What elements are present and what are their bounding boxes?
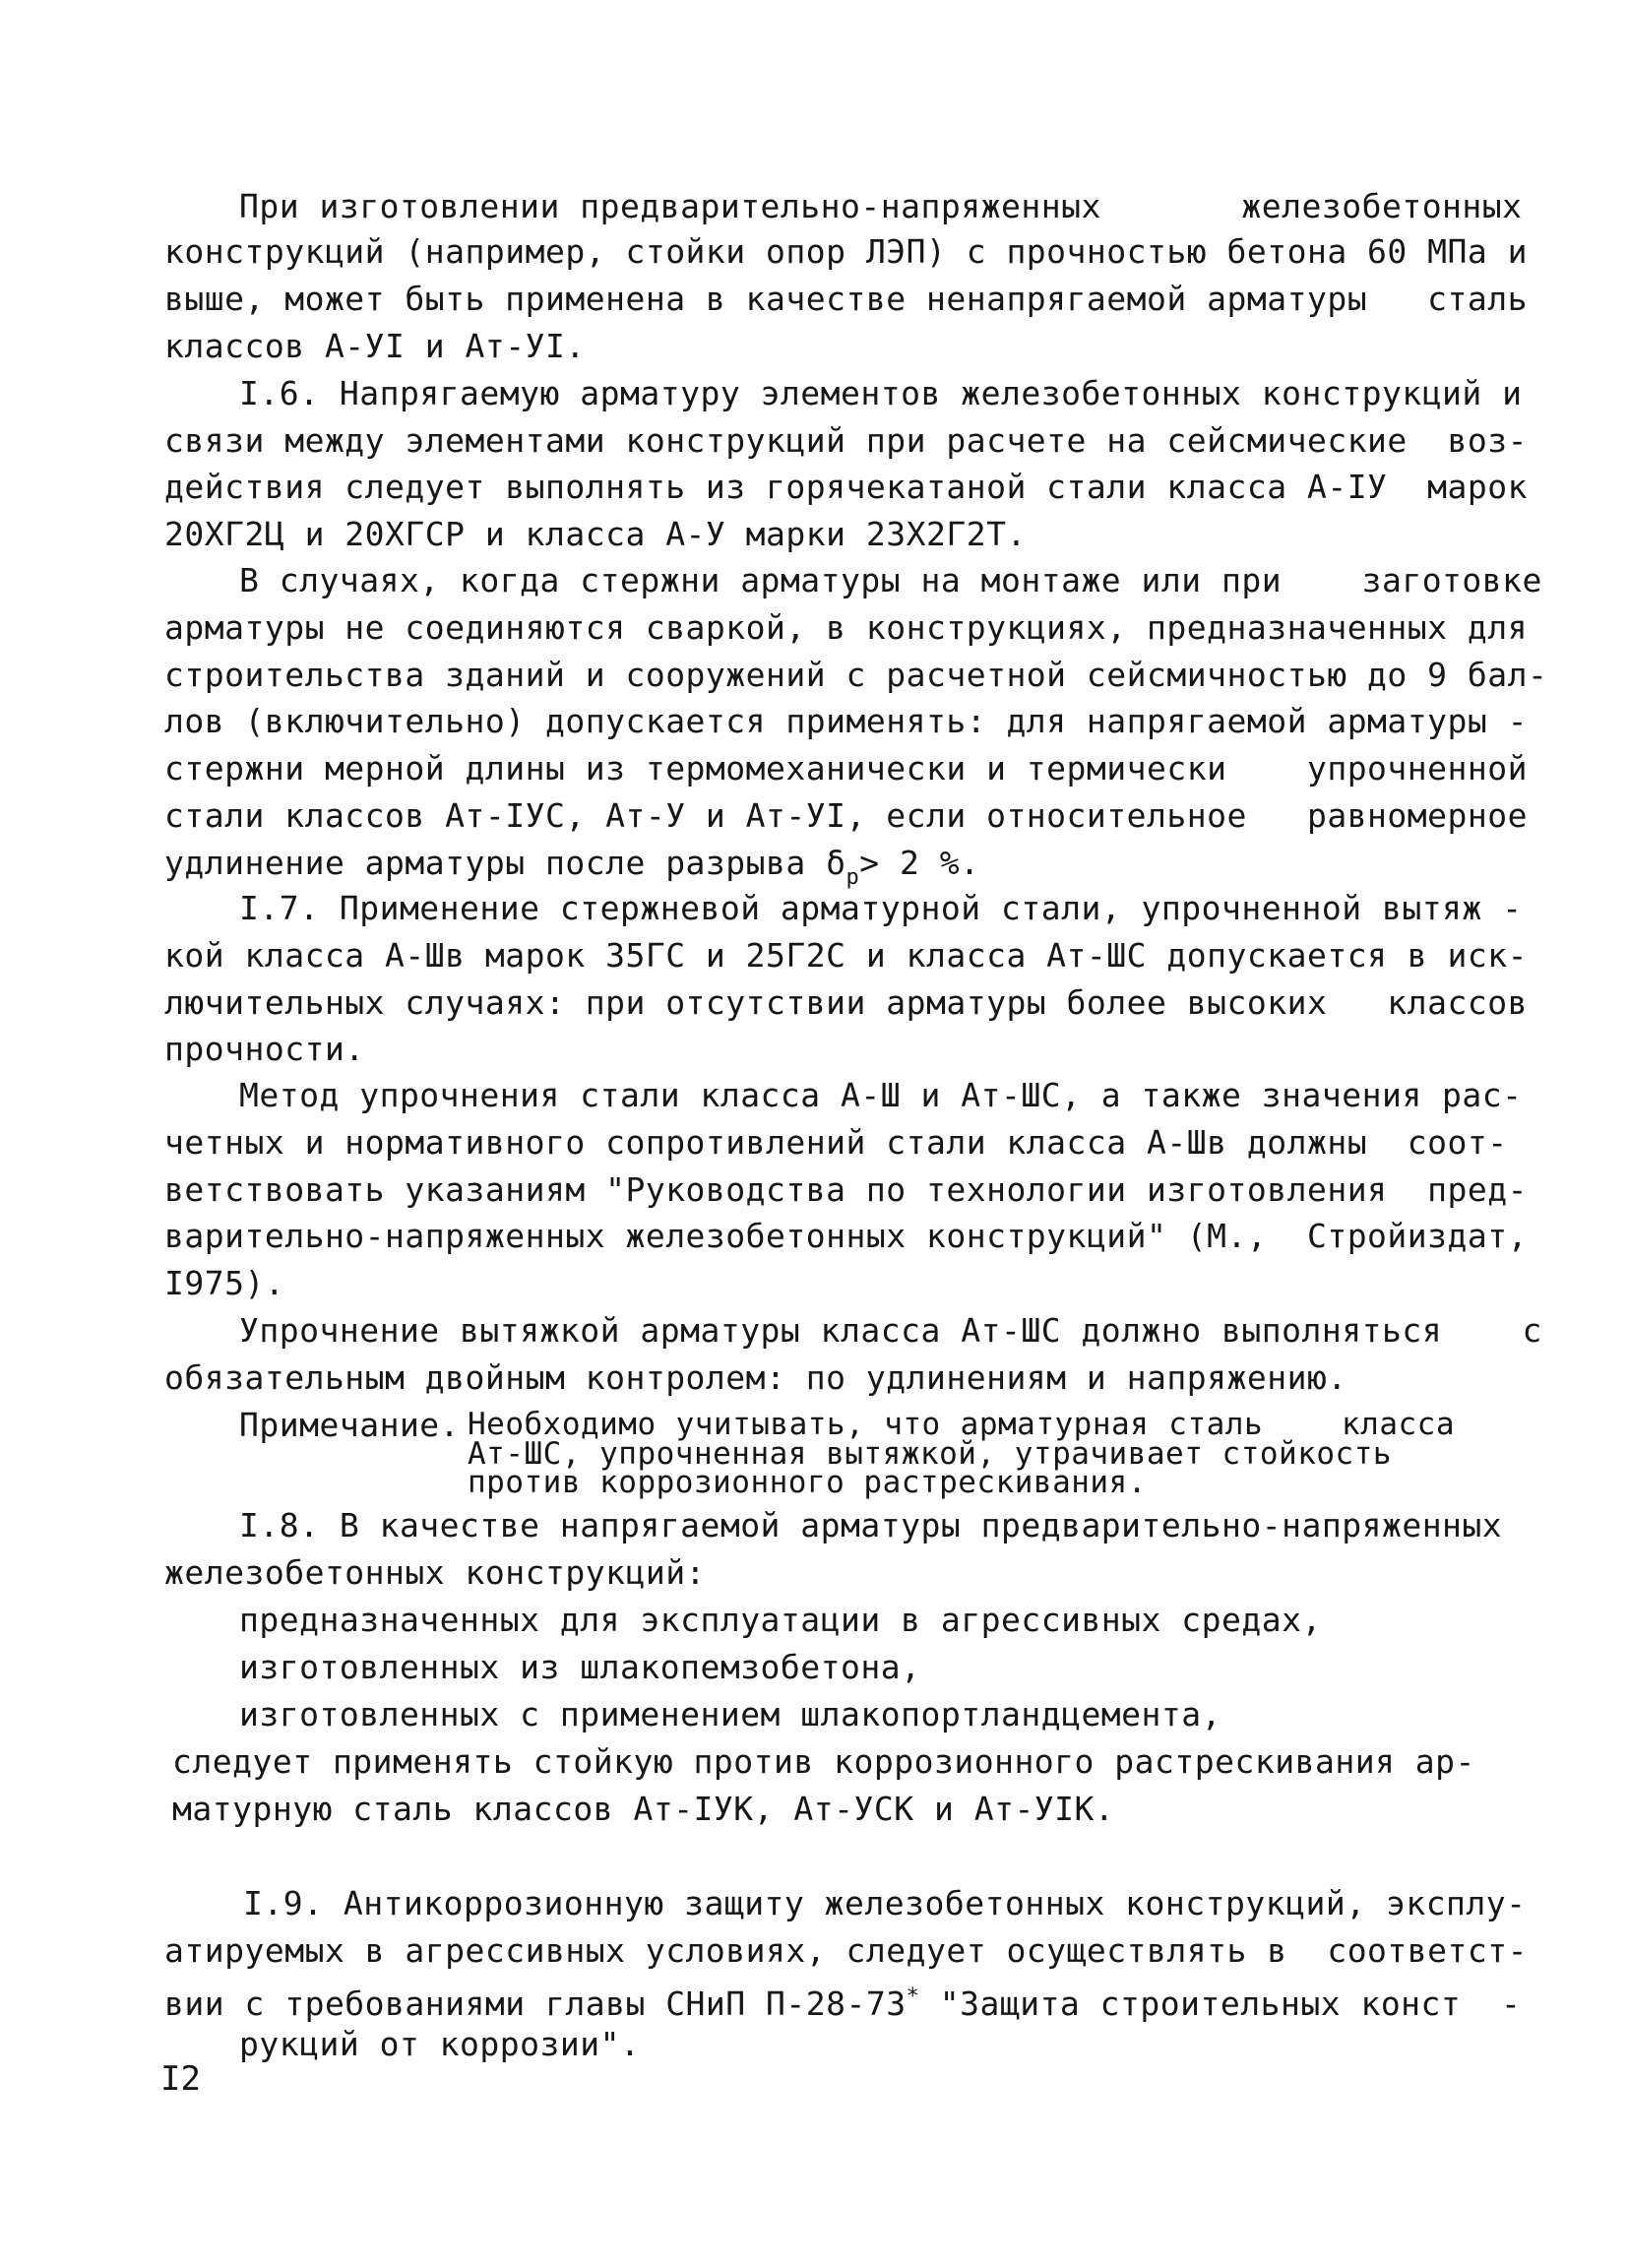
text-line: арматуры не соединяются сваркой, в конструкциях, предназначенных для	[164, 608, 1529, 647]
text-line: I975).	[164, 1264, 285, 1302]
text-line: выше, может быть применена в качестве ненапрягаемой арматуры сталь	[164, 280, 1529, 318]
text-line: При изготовлении предварительно-напряженных железобетонных	[239, 187, 1523, 225]
text-span: > 2 %.	[859, 844, 980, 882]
delta-symbol: δ	[826, 844, 846, 882]
text-line: ветствовать указаниям "Руководства по технологии изготовления пред-	[164, 1170, 1529, 1209]
text-line: атируемых в агрессивных условиях, следует осуществлять в соответст-	[164, 1931, 1529, 1970]
text-line: кой класса А-Шв марок 35ГС и 25Г2С и класса Ат-ШС допускается в иск-	[164, 936, 1529, 975]
subscript-p: р	[845, 865, 860, 890]
text-line: действия следует выполнять из горячекатаной стали класса А-IУ марок	[164, 468, 1529, 506]
note-line: против коррозионного растрескивания.	[468, 1465, 1147, 1500]
text-line: Упрочнение вытяжкой арматуры класса Ат-ШС должно выполняться с	[239, 1311, 1542, 1350]
note-label: Примечание.	[239, 1406, 461, 1444]
text-line: стали классов Ат-IУС, Ат-У и Ат-УI, если относительное равномерное	[164, 796, 1529, 835]
text-line: варительно-напряженных железобетонных конструкций" (М., Стройиздат,	[164, 1217, 1529, 1255]
text-line: прочности.	[164, 1030, 365, 1068]
text-line: конструкций (например, стойки опор ЛЭП) с прочностью бетона 60 МПа и	[164, 232, 1529, 271]
note-line: Ат-ШС, упрочненная вытяжкой, утрачивает стойкость	[468, 1436, 1393, 1472]
list-item: изготовленных с применением шлакопортландцемента,	[239, 1695, 1222, 1733]
text-line: четных и нормативного сопротивлений стали класса А-Шв должны соот-	[164, 1123, 1508, 1162]
text-line: строительства зданий и сооружений с расчетной сейсмичностью до 9 бал-	[164, 656, 1548, 694]
text-span: вии с требованиями главы СНиП П-28-73	[164, 1984, 907, 2023]
page-number: I2	[160, 2059, 201, 2099]
text-line: матурную сталь классов Ат-IУК, Ат-УСК и Ат-УIК.	[172, 1790, 1115, 1828]
text-line	[164, 1978, 1521, 2024]
text-line: лючительных случаях: при отсутствии арматуры более высоких классов	[164, 983, 1529, 1022]
text-line: рукций от коррозии".	[239, 2025, 641, 2063]
text-line: I.6. Напрягаемую арматуру элементов железобетонных конструкций и	[239, 374, 1523, 412]
text-line: В случаях, когда стержни арматуры на монтаже или при заготовке	[239, 561, 1542, 599]
asterisk-mark: *	[906, 1984, 920, 2009]
text-line: I.9. Антикоррозионную защиту железобетонных конструкций, эксплу-	[243, 1884, 1527, 1922]
text-line: обязательным двойным контролем: по удлинениям и напряжению.	[164, 1358, 1347, 1397]
text-line: лов (включительно) допускается применять: для напрягаемой арматуры -	[164, 702, 1529, 740]
text-span: удлинение арматуры после разрыва	[164, 844, 827, 882]
text-line: I.8. В качестве напрягаемой арматуры предварительно-напряженных	[239, 1506, 1503, 1544]
text-line: связи между элементами конструкций при расчете на сейсмические воз-	[164, 421, 1529, 460]
list-item: предназначенных для эксплуатации в агрессивных средах,	[239, 1601, 1322, 1639]
text-line: стержни мерной длины из термомеханически и термически упрочненной	[164, 749, 1529, 788]
list-item: изготовленных из шлакопемзобетона,	[239, 1648, 921, 1686]
text-line: следует применять стойкую против коррозионного растрескивания ар-	[172, 1742, 1475, 1781]
note-line: Необходимо учитывать, что арматурная сталь класса	[468, 1407, 1455, 1442]
text-span: "Защита строительных конст -	[919, 1984, 1522, 2023]
text-line: классов А-УI и Ат-УI.	[164, 327, 586, 365]
text-line: Метод упрочнения стали класса А-Ш и Ат-ШС, а также значения рас-	[239, 1076, 1523, 1114]
text-line: I.7. Применение стержневой арматурной стали, упрочненной вытяж -	[239, 889, 1523, 927]
text-line: 20ХГ2Ц и 20ХГСР и класса А-У марки 23Х2Г2Т.	[164, 515, 1027, 553]
text-line: железобетонных конструкций:	[164, 1553, 706, 1592]
